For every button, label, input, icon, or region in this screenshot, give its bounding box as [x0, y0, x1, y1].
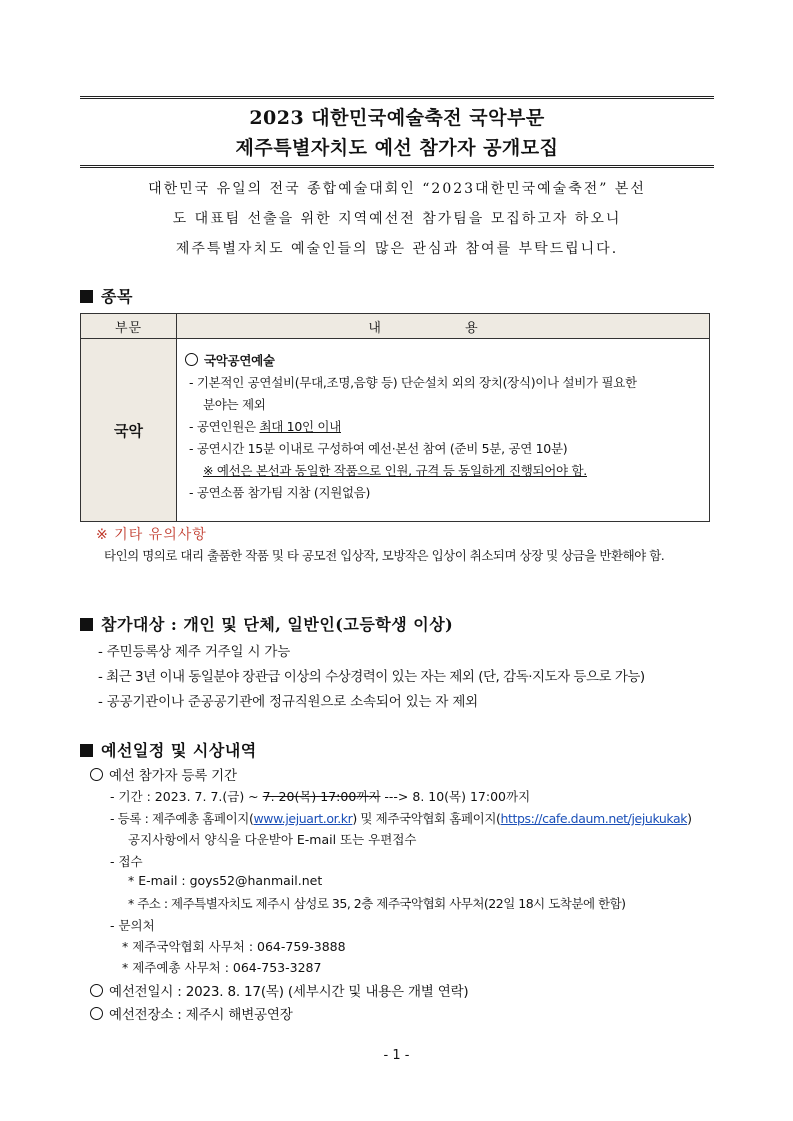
- eligibility-item-1: - 주민등록상 제주 거주일 시 가능: [98, 644, 291, 660]
- contact-gugak: * 제주국악협회 사무처 : 064-759-3888: [122, 939, 346, 954]
- eligibility-item-3: - 공공기관이나 준공공기관에 정규직원으로 소속되어 있는 자 제외: [98, 694, 479, 710]
- competition-date: 예선전일시 : 2023. 8. 17(목) (세부시간 및 내용은 개별 연락): [90, 980, 468, 1000]
- table-header-category: 부문: [81, 314, 177, 339]
- circle-bullet-icon: [90, 768, 103, 781]
- period-line: - 기간 : 2023. 7. 7.(금) ~ 7. 20(목) 17:00까지 ---> 8. 10(목) 17:00까지: [110, 789, 531, 804]
- intro-line-3: 제주특별자치도 예술인들의 많은 관심과 참여를 부탁드립니다.: [175, 241, 619, 257]
- old-deadline: 7. 20(목) 17:00까지: [262, 789, 381, 804]
- content-line-4: ※ 예선은 본선과 동일한 작품으로 인원, 규격 등 동일하게 진행되어야 함.: [203, 463, 587, 478]
- square-bullet-icon: [80, 744, 93, 757]
- content-line-5: - 공연소품 참가팀 지참 (지원없음): [189, 485, 371, 500]
- registration-period-title: 예선 참가자 등록 기간: [90, 764, 237, 784]
- genre-table: [80, 313, 710, 522]
- intro-line-2: 도 대표팀 선출을 위한 지역예선전 참가팀을 모집하고자 하오니: [172, 211, 622, 227]
- schedule-heading: 예선일정 및 시상내역: [80, 738, 257, 761]
- note-heading: ※ 기타 유의사항: [96, 527, 207, 543]
- content-line-1b: 분야는 제외: [203, 397, 266, 412]
- inquiry-label: - 문의처: [110, 918, 155, 933]
- square-bullet-icon: [80, 290, 93, 303]
- jejuart-link[interactable]: www.jejuart.or.kr: [253, 811, 353, 826]
- eligibility-item-2: - 최근 3년 이내 동일분야 장관급 이상의 수상경력이 있는 자는 제외 (단, 감독·지도자 등으로 가능): [98, 669, 645, 685]
- table-content-cell: [177, 339, 710, 522]
- intro-line-1: 대한민국 유일의 전국 종합예술대회인 “2023대한민국예술축전” 본선: [148, 181, 646, 197]
- max-members-text: 최대 10인 이내: [259, 419, 341, 434]
- receipt-label: - 접수: [110, 854, 143, 869]
- title-box: [80, 96, 714, 168]
- receipt-email: * E-mail : goys52@hanmail.net: [128, 873, 323, 888]
- table-category-cell: 국악: [81, 339, 177, 522]
- content-line-3: - 공연시간 15분 이내로 구성하여 예선·본선 참여 (준비 5분, 공연 10분): [189, 441, 568, 456]
- title-line-1: 2023 대한민국예술축전 국악부문: [249, 107, 545, 129]
- jejukukak-cafe-link[interactable]: https://cafe.daum.net/jejukukak: [500, 811, 688, 826]
- circle-bullet-icon: [90, 1007, 103, 1020]
- page-number: - 1 -: [383, 1048, 410, 1063]
- eligibility-heading: 참가대상 : 개인 및 단체, 일반인(고등학생 이상): [80, 612, 453, 635]
- square-bullet-icon: [80, 618, 93, 631]
- content-line-1: - 기본적인 공연설비(무대,조명,음향 등) 단순설치 외의 장치(장식)이나 설비가 필요한: [189, 375, 637, 390]
- circle-bullet-icon: [90, 984, 103, 997]
- title-line-2: 제주특별자치도 예선 참가자 공개모집: [235, 137, 559, 159]
- circle-bullet-icon: [185, 353, 198, 366]
- receipt-address: * 주소 : 제주특별자치도 제주시 삼성로 35, 2층 제주국악협회 사무처(22일 18시 도착분에 한함): [128, 896, 626, 911]
- contact-yechong: * 제주예총 사무처 : 064-753-3287: [122, 960, 322, 975]
- content-line-2: - 공연인원은 최대 10인 이내: [189, 419, 341, 434]
- table-header-content: 내 용: [177, 314, 710, 339]
- genre-heading: 종목: [80, 284, 133, 307]
- note-text: 타인의 명의로 대리 출품한 작품 및 타 공모전 입상작, 모방작은 입상이 취소되며 상장 및 상금을 반환해야 함.: [104, 548, 665, 563]
- registration-line: - 등록 : 제주예총 홈페이지(www.jejuart.or.kr) 및 제주국악협회 홈페이지(https://cafe.daum.net/jejukukak): [110, 811, 692, 826]
- competition-venue: 예선전장소 : 제주시 해변공연장: [90, 1003, 293, 1023]
- registration-line-2: 공지사항에서 양식을 다운받아 E-mail 또는 우편접수: [128, 832, 417, 847]
- item-title: 국악공연예술: [185, 351, 275, 369]
